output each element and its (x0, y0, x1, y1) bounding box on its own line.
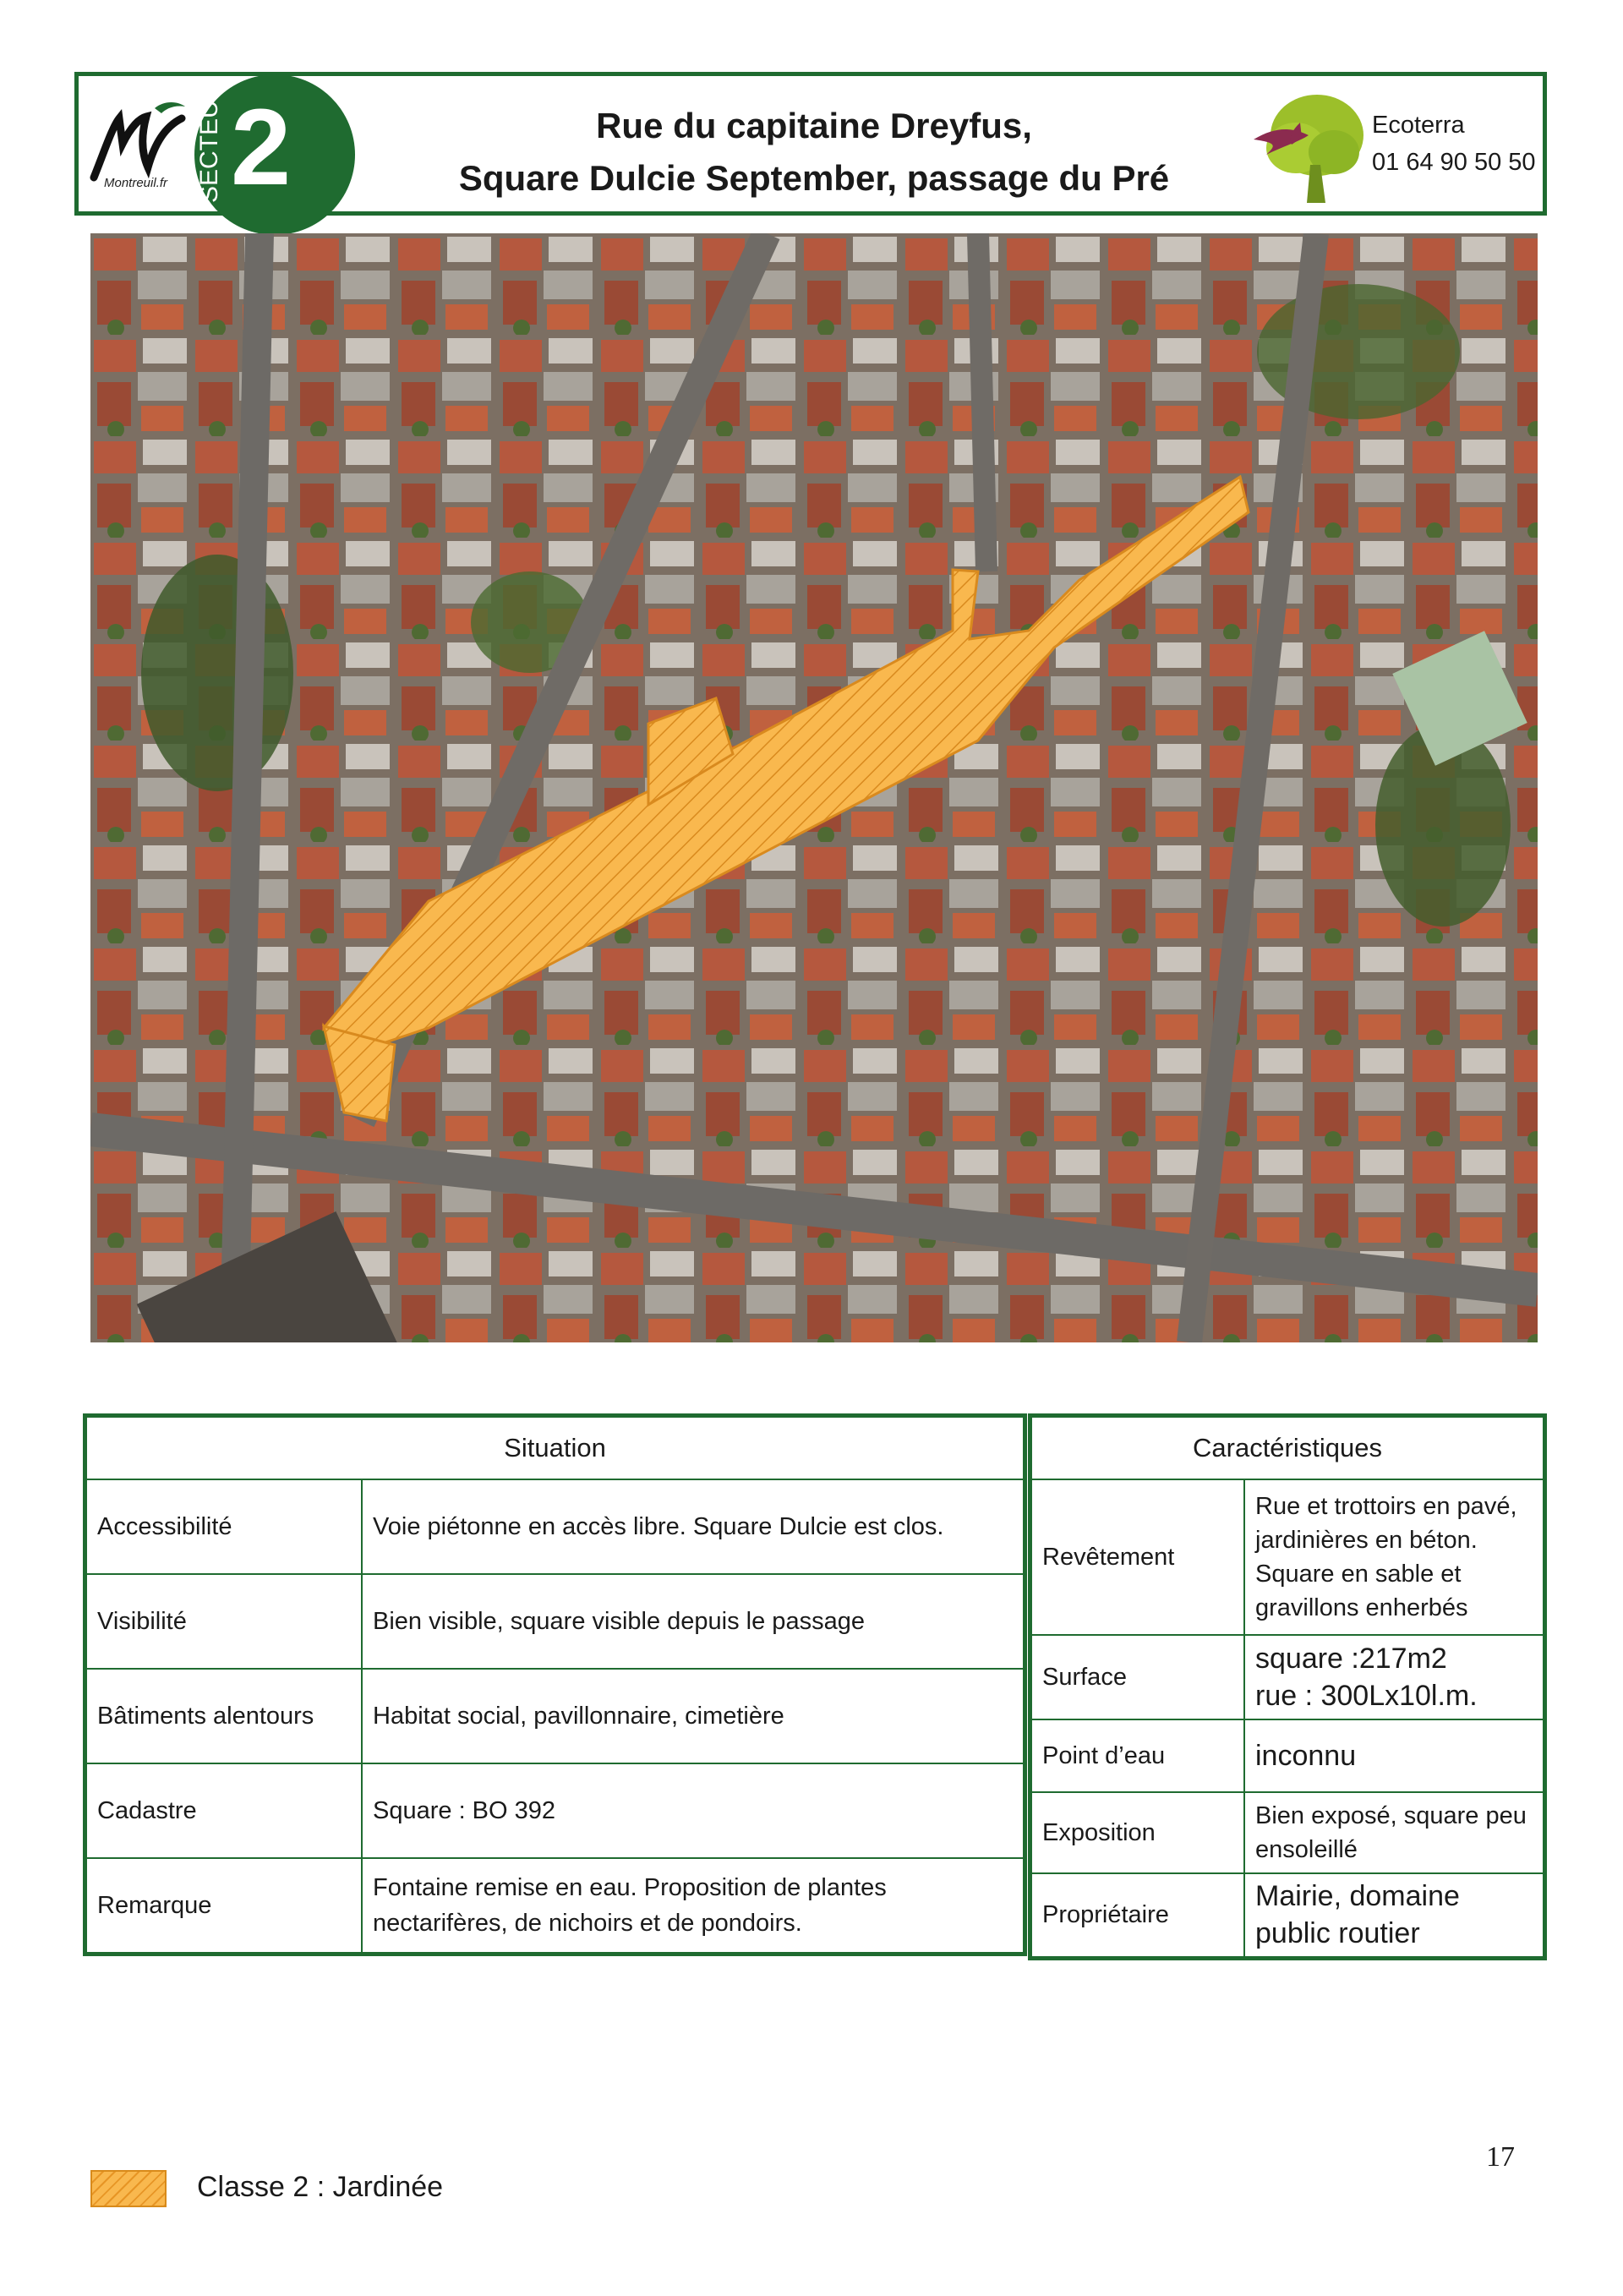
table-row (1030, 1719, 1545, 1792)
situation-table (83, 1413, 1027, 1956)
row-label: Cadastre (85, 1763, 363, 1858)
table-row (85, 1763, 1025, 1858)
situation-heading: Situation (85, 1416, 1025, 1480)
logo-caption: Montreuil.fr (104, 176, 168, 190)
row-value: Fontaine remise en eau. Proposition de plantes nectarifères, de nichoirs et de pondoirs. (362, 1858, 1025, 1954)
row-label: Exposition (1030, 1792, 1245, 1873)
row-label: Propriétaire (1030, 1873, 1245, 1958)
surface-street: rue : 300Lx10l.m. (1255, 1680, 1478, 1712)
row-label: Point d’eau (1030, 1719, 1245, 1792)
table-row (85, 1858, 1025, 1954)
row-value: Rue et trottoirs en pavé, jardinières en béton. Square en sable et gravillons enherbés (1244, 1479, 1545, 1635)
surface-square: square :217m2 (1255, 1643, 1447, 1675)
caracteristiques-table (1028, 1413, 1547, 1960)
row-value: inconnu (1244, 1719, 1545, 1792)
table-row (1030, 1873, 1545, 1958)
table-row (85, 1669, 1025, 1763)
page-number: 17 (1486, 2141, 1515, 2173)
row-value: Habitat social, pavillonnaire, cimetière (362, 1669, 1025, 1763)
table-row (85, 1479, 1025, 1574)
aerial-map-image (90, 233, 1538, 1342)
row-value (1244, 1635, 1545, 1719)
row-value: Voie piétonne en accès libre. Square Dulcie est clos. (362, 1479, 1025, 1574)
page-title (358, 100, 1271, 205)
row-label: Accessibilité (85, 1479, 363, 1574)
caracteristiques-heading: Caractéristiques (1030, 1416, 1545, 1480)
row-label: Bâtiments alentours (85, 1669, 363, 1763)
partner-name: Ecoterra (1372, 112, 1465, 139)
sector-label: SECTEUR (195, 81, 223, 203)
table-row (85, 1574, 1025, 1669)
sector-number: 2 (231, 87, 292, 208)
legend-swatch (90, 2170, 167, 2207)
table-row (1030, 1479, 1545, 1635)
table-row (1030, 1635, 1545, 1719)
row-value: Mairie, domaine public routier (1244, 1873, 1545, 1958)
title-line-2: Square Dulcie September, passage du Pré (458, 158, 1170, 198)
row-label: Remarque (85, 1858, 363, 1954)
row-value: Bien visible, square visible depuis le passage (362, 1574, 1025, 1669)
ecoterra-tree-icon (1249, 89, 1368, 207)
row-value: Square : BO 392 (362, 1763, 1025, 1858)
row-label: Revêtement (1030, 1479, 1245, 1635)
partner-phone: 01 64 90 50 50 (1372, 149, 1536, 176)
legend-label: Classe 2 : Jardinée (197, 2171, 444, 2203)
row-value: Bien exposé, square peu ensoleillé (1244, 1792, 1545, 1873)
table-row (1030, 1792, 1545, 1873)
row-label: Surface (1030, 1635, 1245, 1719)
row-label: Visibilité (85, 1574, 363, 1669)
page-header (74, 72, 1547, 216)
title-line-1: Rue du capitaine Dreyfus, (596, 106, 1032, 145)
